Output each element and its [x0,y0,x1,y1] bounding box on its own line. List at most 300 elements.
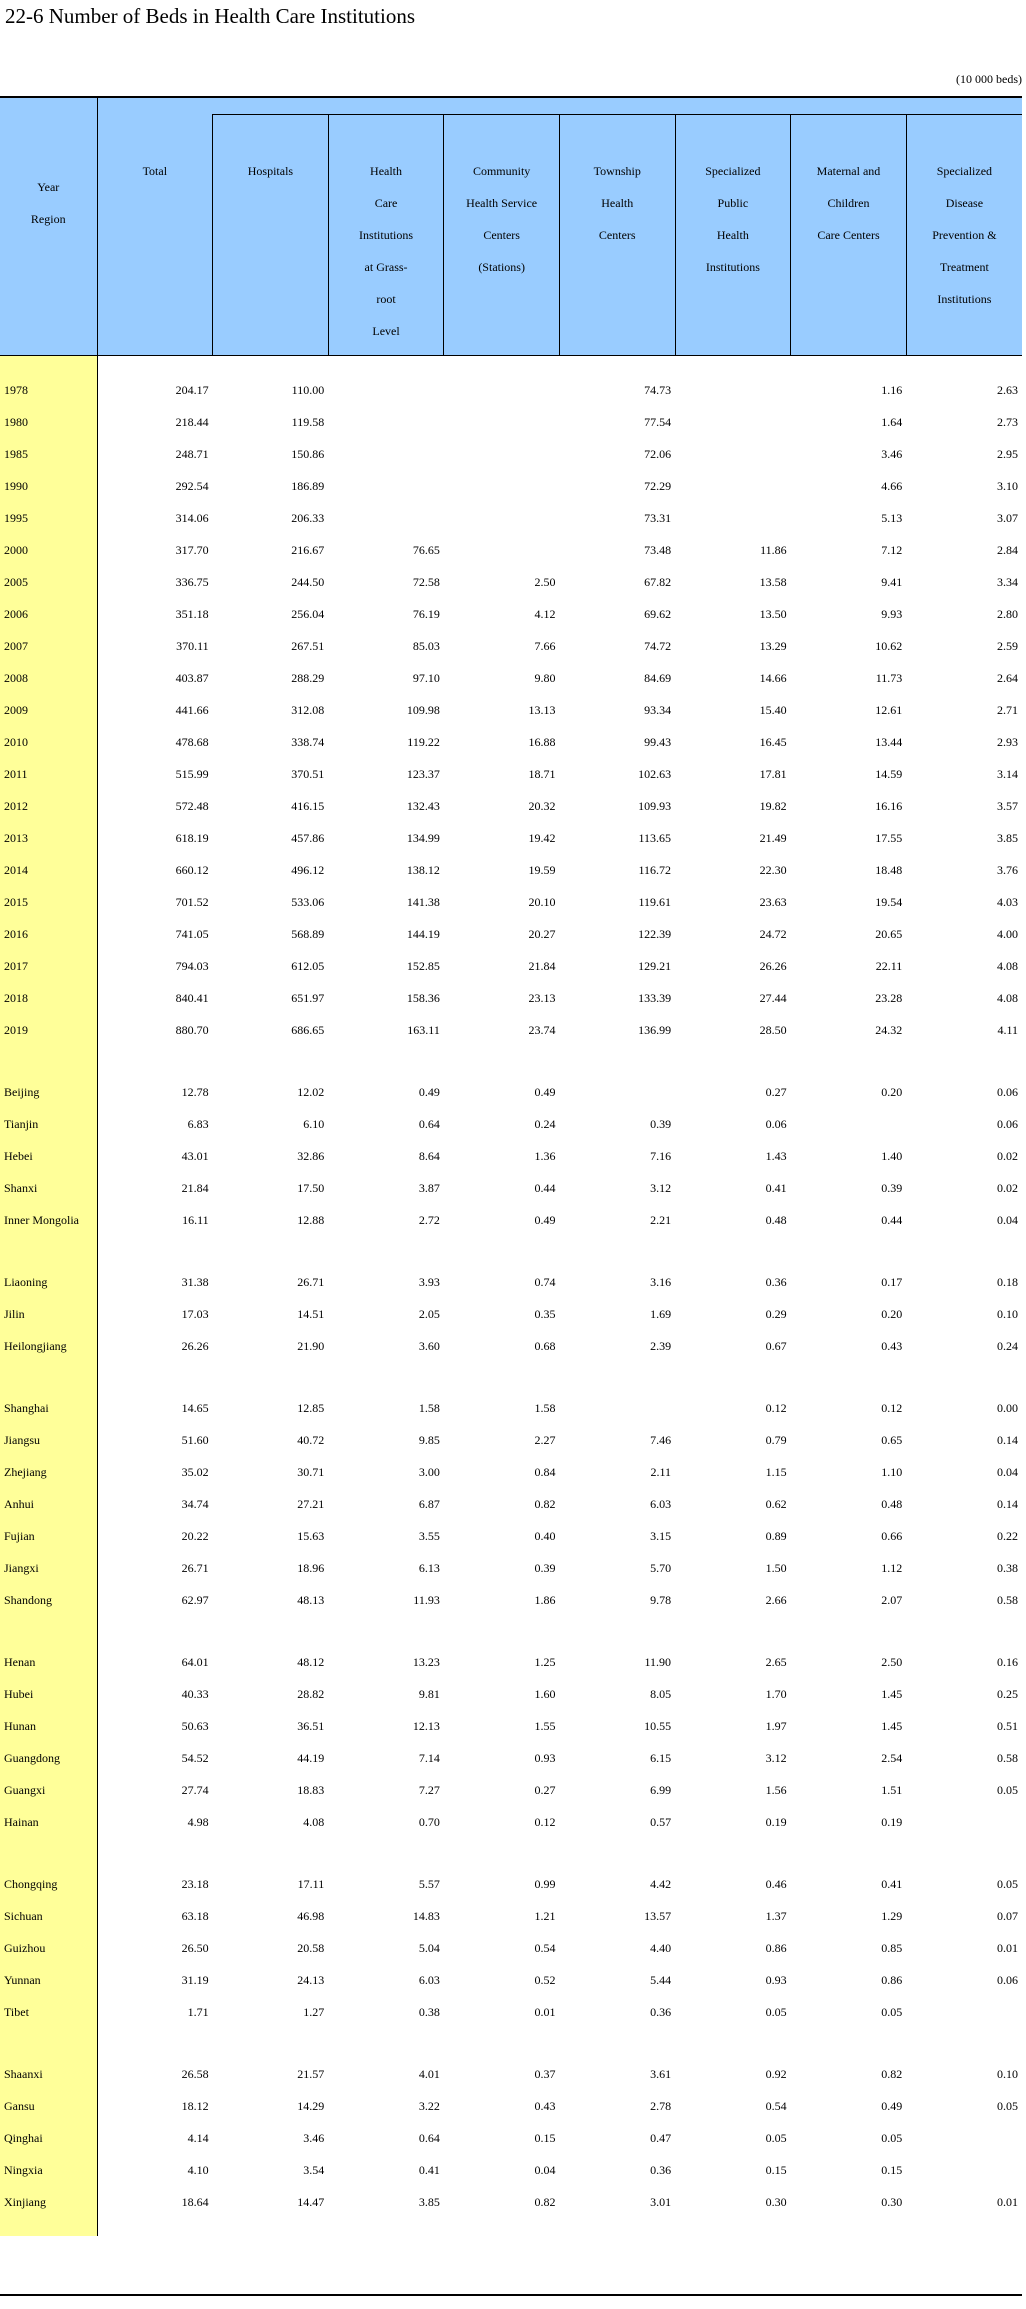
value-cell: 0.38 [418,2004,440,2019]
value-cell: 2.21 [650,1212,672,1227]
value-cell: 206.33 [291,510,325,525]
value-cell: 129.21 [638,958,672,973]
value-cell: 6.83 [187,1116,209,1131]
region-row [0,1520,1022,1552]
header-year-region: Year Region [0,115,97,356]
value-cell: 0.10 [997,1306,1018,1321]
value-cell: 0.39 [881,1180,903,1195]
value-cell: 15.63 [297,1528,325,1543]
value-cell: 7.16 [650,1148,672,1163]
row-label: Hebei [0,1140,97,1172]
value-cell: 5.04 [418,1940,440,1955]
value-cell: 2.71 [997,702,1018,717]
value-cell: 0.41 [765,1180,787,1195]
value-cell: 0.06 [997,1084,1018,1099]
value-cell: 0.36 [650,2004,672,2019]
value-cell: 0.30 [881,2194,903,2209]
value-cell: 20.27 [528,926,556,941]
value-cell: 27.74 [181,1782,209,1797]
value-cell: 0.27 [534,1782,556,1797]
value-cell: 794.03 [175,958,209,973]
value-cell: 13.58 [759,574,787,589]
value-cell: 31.38 [181,1274,209,1289]
value-cell: 5.57 [418,1876,440,1891]
row-label: Hainan [0,1806,97,1838]
region-row [0,1076,1022,1108]
value-cell [675,438,791,470]
value-cell: 4.40 [650,1940,672,1955]
value-cell: 18.83 [297,1782,325,1797]
region-row [0,1932,1022,1964]
value-cell [675,470,791,502]
value-cell: 9.85 [418,1432,440,1447]
value-cell: 0.01 [534,2004,556,2019]
year-row [0,886,1022,918]
value-cell: 13.23 [412,1654,440,1669]
value-cell [559,1076,675,1108]
value-cell: 3.10 [997,478,1018,493]
row-label: Jiangsu [0,1424,97,1456]
value-cell [328,406,444,438]
value-cell: 612.05 [291,958,325,973]
value-cell: 244.50 [291,574,325,589]
value-cell: 23.13 [528,990,556,1005]
value-cell: 158.36 [406,990,440,1005]
value-cell: 3.46 [881,446,903,461]
value-cell: 0.37 [534,2066,556,2081]
row-label: Hubei [0,1678,97,1710]
value-cell: 0.84 [534,1464,556,1479]
value-cell: 0.82 [881,2066,903,2081]
value-cell: 20.32 [528,798,556,813]
value-cell [328,470,444,502]
value-cell: 4.11 [997,1022,1018,1037]
value-cell: 138.12 [406,862,440,877]
value-cell: 102.63 [638,766,672,781]
region-row [0,1424,1022,1456]
table-header [0,97,1022,356]
value-cell: 4.03 [997,894,1018,909]
value-cell: 23.63 [759,894,787,909]
row-label: Sichuan [0,1900,97,1932]
value-cell: 0.44 [881,1212,903,1227]
value-cell: 1.71 [187,2004,209,2019]
row-label: Guangdong [0,1742,97,1774]
value-cell: 28.82 [297,1686,325,1701]
header-total: Total [97,115,213,356]
value-cell: 0.19 [881,1814,903,1829]
value-cell: 76.19 [412,606,440,621]
row-label: Tianjin [0,1108,97,1140]
value-cell: 51.60 [181,1432,209,1447]
region-row [0,1552,1022,1584]
value-cell: 99.43 [644,734,672,749]
value-cell: 1.43 [765,1148,787,1163]
row-label: Shanghai [0,1392,97,1424]
value-cell: 267.51 [291,638,325,653]
row-label: 1980 [0,406,97,438]
region-row [0,1330,1022,1362]
value-cell: 7.27 [418,1782,440,1797]
value-cell: 1.64 [881,414,903,429]
value-cell: 1.10 [881,1464,903,1479]
value-cell: 0.17 [881,1274,903,1289]
value-cell: 0.20 [881,1306,903,1321]
value-cell: 14.83 [412,1908,440,1923]
value-cell: 4.00 [997,926,1018,941]
value-cell: 515.99 [175,766,209,781]
value-cell: 73.31 [644,510,672,525]
region-row [0,1456,1022,1488]
value-cell: 0.85 [881,1940,903,1955]
value-cell: 651.97 [291,990,325,1005]
value-cell: 204.17 [175,382,209,397]
row-label: Xinjiang [0,2186,97,2218]
value-cell: 2.11 [650,1464,672,1479]
value-cell: 0.36 [765,1274,787,1289]
value-cell: 17.55 [875,830,903,845]
value-cell: 2.07 [881,1592,903,1607]
value-cell: 20.65 [875,926,903,941]
header-maternal-children: Maternal and Children Care Centers [791,115,907,356]
value-cell: 0.14 [997,1432,1018,1447]
value-cell: 4.66 [881,478,903,493]
header-disease-prevention: Specialized Disease Prevention & Treatment Institutions [906,115,1022,356]
value-cell: 1.40 [881,1148,903,1163]
value-cell: 4.08 [303,1814,325,1829]
value-cell: 1.51 [881,1782,903,1797]
value-cell: 7.12 [881,542,903,557]
value-cell: 1.12 [881,1560,903,1575]
value-cell: 6.87 [418,1496,440,1511]
row-label: Liaoning [0,1266,97,1298]
row-label: Anhui [0,1488,97,1520]
value-cell: 0.05 [881,2130,903,2145]
value-cell: 21.90 [297,1338,325,1353]
value-cell: 568.89 [291,926,325,941]
value-cell: 314.06 [175,510,209,525]
value-cell: 0.41 [418,2162,440,2177]
value-cell: 11.73 [875,670,903,685]
value-cell: 116.72 [638,862,672,877]
value-cell: 11.90 [644,1654,672,1669]
value-cell: 0.18 [997,1274,1018,1289]
value-cell: 72.29 [644,478,672,493]
value-cell: 0.29 [765,1306,787,1321]
value-cell: 317.70 [175,542,209,557]
value-cell: 48.12 [297,1654,325,1669]
value-cell: 370.11 [176,638,209,653]
value-cell: 0.22 [997,1528,1018,1543]
value-cell: 2.66 [765,1592,787,1607]
value-cell: 0.74 [534,1274,556,1289]
value-cell: 3.57 [997,798,1018,813]
value-cell: 0.64 [418,2130,440,2145]
value-cell: 1.86 [534,1592,556,1607]
value-cell [906,1806,1022,1838]
value-cell: 0.49 [881,2098,903,2113]
bottom-rule [0,2294,1022,2296]
region-row [0,1266,1022,1298]
value-cell: 30.71 [297,1464,325,1479]
row-label: Shanxi [0,1172,97,1204]
value-cell: 26.26 [181,1338,209,1353]
value-cell: 0.14 [997,1496,1018,1511]
row-label: 2019 [0,1014,97,1046]
value-cell: 31.19 [181,1972,209,1987]
value-cell: 9.41 [881,574,903,589]
group-spacer [0,2028,1022,2058]
group-spacer [0,1362,1022,1392]
value-cell: 3.12 [765,1750,787,1765]
value-cell: 50.63 [181,1718,209,1733]
value-cell: 0.99 [534,1876,556,1891]
value-cell: 5.44 [650,1972,672,1987]
beds-table [0,96,1022,2236]
value-cell: 11.86 [760,542,787,557]
value-cell: 4.98 [187,1814,209,1829]
value-cell: 0.04 [534,2162,556,2177]
value-cell: 0.47 [650,2130,672,2145]
value-cell: 23.28 [875,990,903,1005]
value-cell: 0.06 [997,1972,1018,1987]
group-spacer [0,1236,1022,1266]
group-spacer [0,2218,1022,2236]
value-cell: 5.70 [650,1560,672,1575]
value-cell: 18.96 [297,1560,325,1575]
year-row [0,982,1022,1014]
value-cell: 21.84 [528,958,556,973]
header-hospitals: Hospitals [213,115,329,356]
value-cell: 2.73 [997,414,1018,429]
value-cell: 93.34 [644,702,672,717]
value-cell: 13.29 [759,638,787,653]
value-cell: 0.30 [765,2194,787,2209]
value-cell: 6.10 [303,1116,325,1131]
value-cell [675,374,791,406]
value-cell: 1.37 [765,1908,787,1923]
value-cell: 0.27 [765,1084,787,1099]
value-cell: 109.98 [406,702,440,717]
value-cell: 218.44 [175,414,209,429]
value-cell: 1.21 [534,1908,556,1923]
value-cell: 15.40 [759,702,787,717]
row-label: 1985 [0,438,97,470]
value-cell: 840.41 [175,990,209,1005]
value-cell: 141.38 [406,894,440,909]
value-cell: 618.19 [175,830,209,845]
value-cell: 13.50 [759,606,787,621]
value-cell: 3.55 [418,1528,440,1543]
year-row [0,438,1022,470]
value-cell: 0.24 [534,1116,556,1131]
value-cell: 16.88 [528,734,556,749]
value-cell: 686.65 [291,1022,325,1037]
row-label: 1990 [0,470,97,502]
region-row [0,1140,1022,1172]
row-label: Yunnan [0,1964,97,1996]
value-cell: 24.32 [875,1022,903,1037]
value-cell: 2.54 [881,1750,903,1765]
value-cell: 4.14 [187,2130,209,2145]
value-cell: 478.68 [175,734,209,749]
value-cell: 8.05 [650,1686,672,1701]
value-cell: 4.08 [997,958,1018,973]
value-cell: 0.39 [534,1560,556,1575]
value-cell: 0.43 [534,2098,556,2113]
value-cell: 0.44 [534,1180,556,1195]
value-cell: 14.29 [297,2098,325,2113]
value-cell: 2.64 [997,670,1018,685]
region-row [0,2186,1022,2218]
value-cell: 3.34 [997,574,1018,589]
value-cell: 0.51 [997,1718,1018,1733]
row-label: Gansu [0,2090,97,2122]
value-cell: 133.39 [638,990,672,1005]
value-cell: 3.85 [418,2194,440,2209]
value-cell: 0.15 [534,2130,556,2145]
value-cell: 0.05 [765,2004,787,2019]
value-cell [675,406,791,438]
value-cell: 17.81 [759,766,787,781]
header-township-centers: Township Health Centers [559,115,675,356]
value-cell: 0.25 [997,1686,1018,1701]
value-cell: 336.75 [175,574,209,589]
value-cell: 4.10 [187,2162,209,2177]
value-cell: 2.59 [997,638,1018,653]
value-cell: 19.82 [759,798,787,813]
year-row [0,726,1022,758]
value-cell: 0.58 [997,1592,1018,1607]
value-cell: 26.50 [181,1940,209,1955]
region-row [0,2154,1022,2186]
value-cell: 14.51 [297,1306,325,1321]
value-cell: 35.02 [181,1464,209,1479]
value-cell: 110.00 [291,382,325,397]
value-cell: 27.21 [297,1496,325,1511]
value-cell: 26.71 [297,1274,325,1289]
value-cell: 122.39 [638,926,672,941]
value-cell: 0.48 [765,1212,787,1227]
value-cell: 0.12 [881,1400,903,1415]
value-cell: 1.60 [534,1686,556,1701]
value-cell: 572.48 [175,798,209,813]
value-cell: 0.52 [534,1972,556,1987]
value-cell: 0.05 [765,2130,787,2145]
value-cell: 2.84 [997,542,1018,557]
region-row [0,1108,1022,1140]
value-cell: 0.12 [765,1400,787,1415]
value-cell: 22.30 [759,862,787,877]
value-cell: 1.56 [765,1782,787,1797]
value-cell: 74.73 [644,382,672,397]
group-spacer [0,1046,1022,1076]
value-cell [328,438,444,470]
value-cell: 19.59 [528,862,556,877]
year-row [0,406,1022,438]
value-cell: 32.86 [297,1148,325,1163]
row-label: 2010 [0,726,97,758]
value-cell: 3.16 [650,1274,672,1289]
value-cell: 0.46 [765,1876,787,1891]
value-cell: 288.29 [291,670,325,685]
value-cell: 9.80 [534,670,556,685]
value-cell: 292.54 [175,478,209,493]
value-cell: 0.19 [765,1814,787,1829]
year-row [0,790,1022,822]
value-cell: 441.66 [175,702,209,717]
value-cell: 21.84 [181,1180,209,1195]
region-row [0,1710,1022,1742]
value-cell: 46.98 [297,1908,325,1923]
value-cell: 3.61 [650,2066,672,2081]
value-cell: 1.55 [534,1718,556,1733]
unit-label: (10 000 beds) [956,72,1022,86]
row-label: 2012 [0,790,97,822]
value-cell [444,406,560,438]
region-row [0,1204,1022,1236]
value-cell [328,374,444,406]
value-cell: 9.81 [418,1686,440,1701]
row-label: Ningxia [0,2154,97,2186]
value-cell: 136.99 [638,1022,672,1037]
value-cell: 12.13 [412,1718,440,1733]
value-cell: 28.50 [759,1022,787,1037]
year-row [0,630,1022,662]
value-cell: 2.80 [997,606,1018,621]
value-cell: 13.13 [528,702,556,717]
value-cell: 16.11 [182,1212,209,1227]
value-cell: 1.50 [765,1560,787,1575]
value-cell: 9.93 [881,606,903,621]
value-cell: 1.16 [881,382,903,397]
value-cell: 1.29 [881,1908,903,1923]
value-cell: 10.55 [644,1718,672,1733]
value-cell: 312.08 [291,702,325,717]
value-cell: 113.65 [638,830,672,845]
value-cell: 12.78 [181,1084,209,1099]
year-row [0,1014,1022,1046]
value-cell: 6.13 [418,1560,440,1575]
value-cell: 0.67 [765,1338,787,1353]
value-cell: 20.58 [297,1940,325,1955]
value-cell: 7.66 [534,638,556,653]
header-public-health: Specialized Public Health Institutions [675,115,791,356]
row-label: Jilin [0,1298,97,1330]
value-cell: 24.72 [759,926,787,941]
value-cell: 34.74 [181,1496,209,1511]
row-label: Chongqing [0,1868,97,1900]
value-cell: 144.19 [406,926,440,941]
value-cell [906,2154,1022,2186]
value-cell: 0.49 [418,1084,440,1099]
table-body [0,356,1022,2237]
value-cell: 457.86 [291,830,325,845]
value-cell: 2.05 [418,1306,440,1321]
row-label: 2016 [0,918,97,950]
region-row [0,1172,1022,1204]
value-cell: 4.42 [650,1876,672,1891]
region-row [0,1964,1022,1996]
year-row [0,470,1022,502]
value-cell: 0.15 [881,2162,903,2177]
row-label: 1995 [0,502,97,534]
value-cell: 0.57 [650,1814,672,1829]
value-cell: 12.85 [297,1400,325,1415]
value-cell: 2.39 [650,1338,672,1353]
year-row [0,566,1022,598]
value-cell: 0.43 [881,1338,903,1353]
